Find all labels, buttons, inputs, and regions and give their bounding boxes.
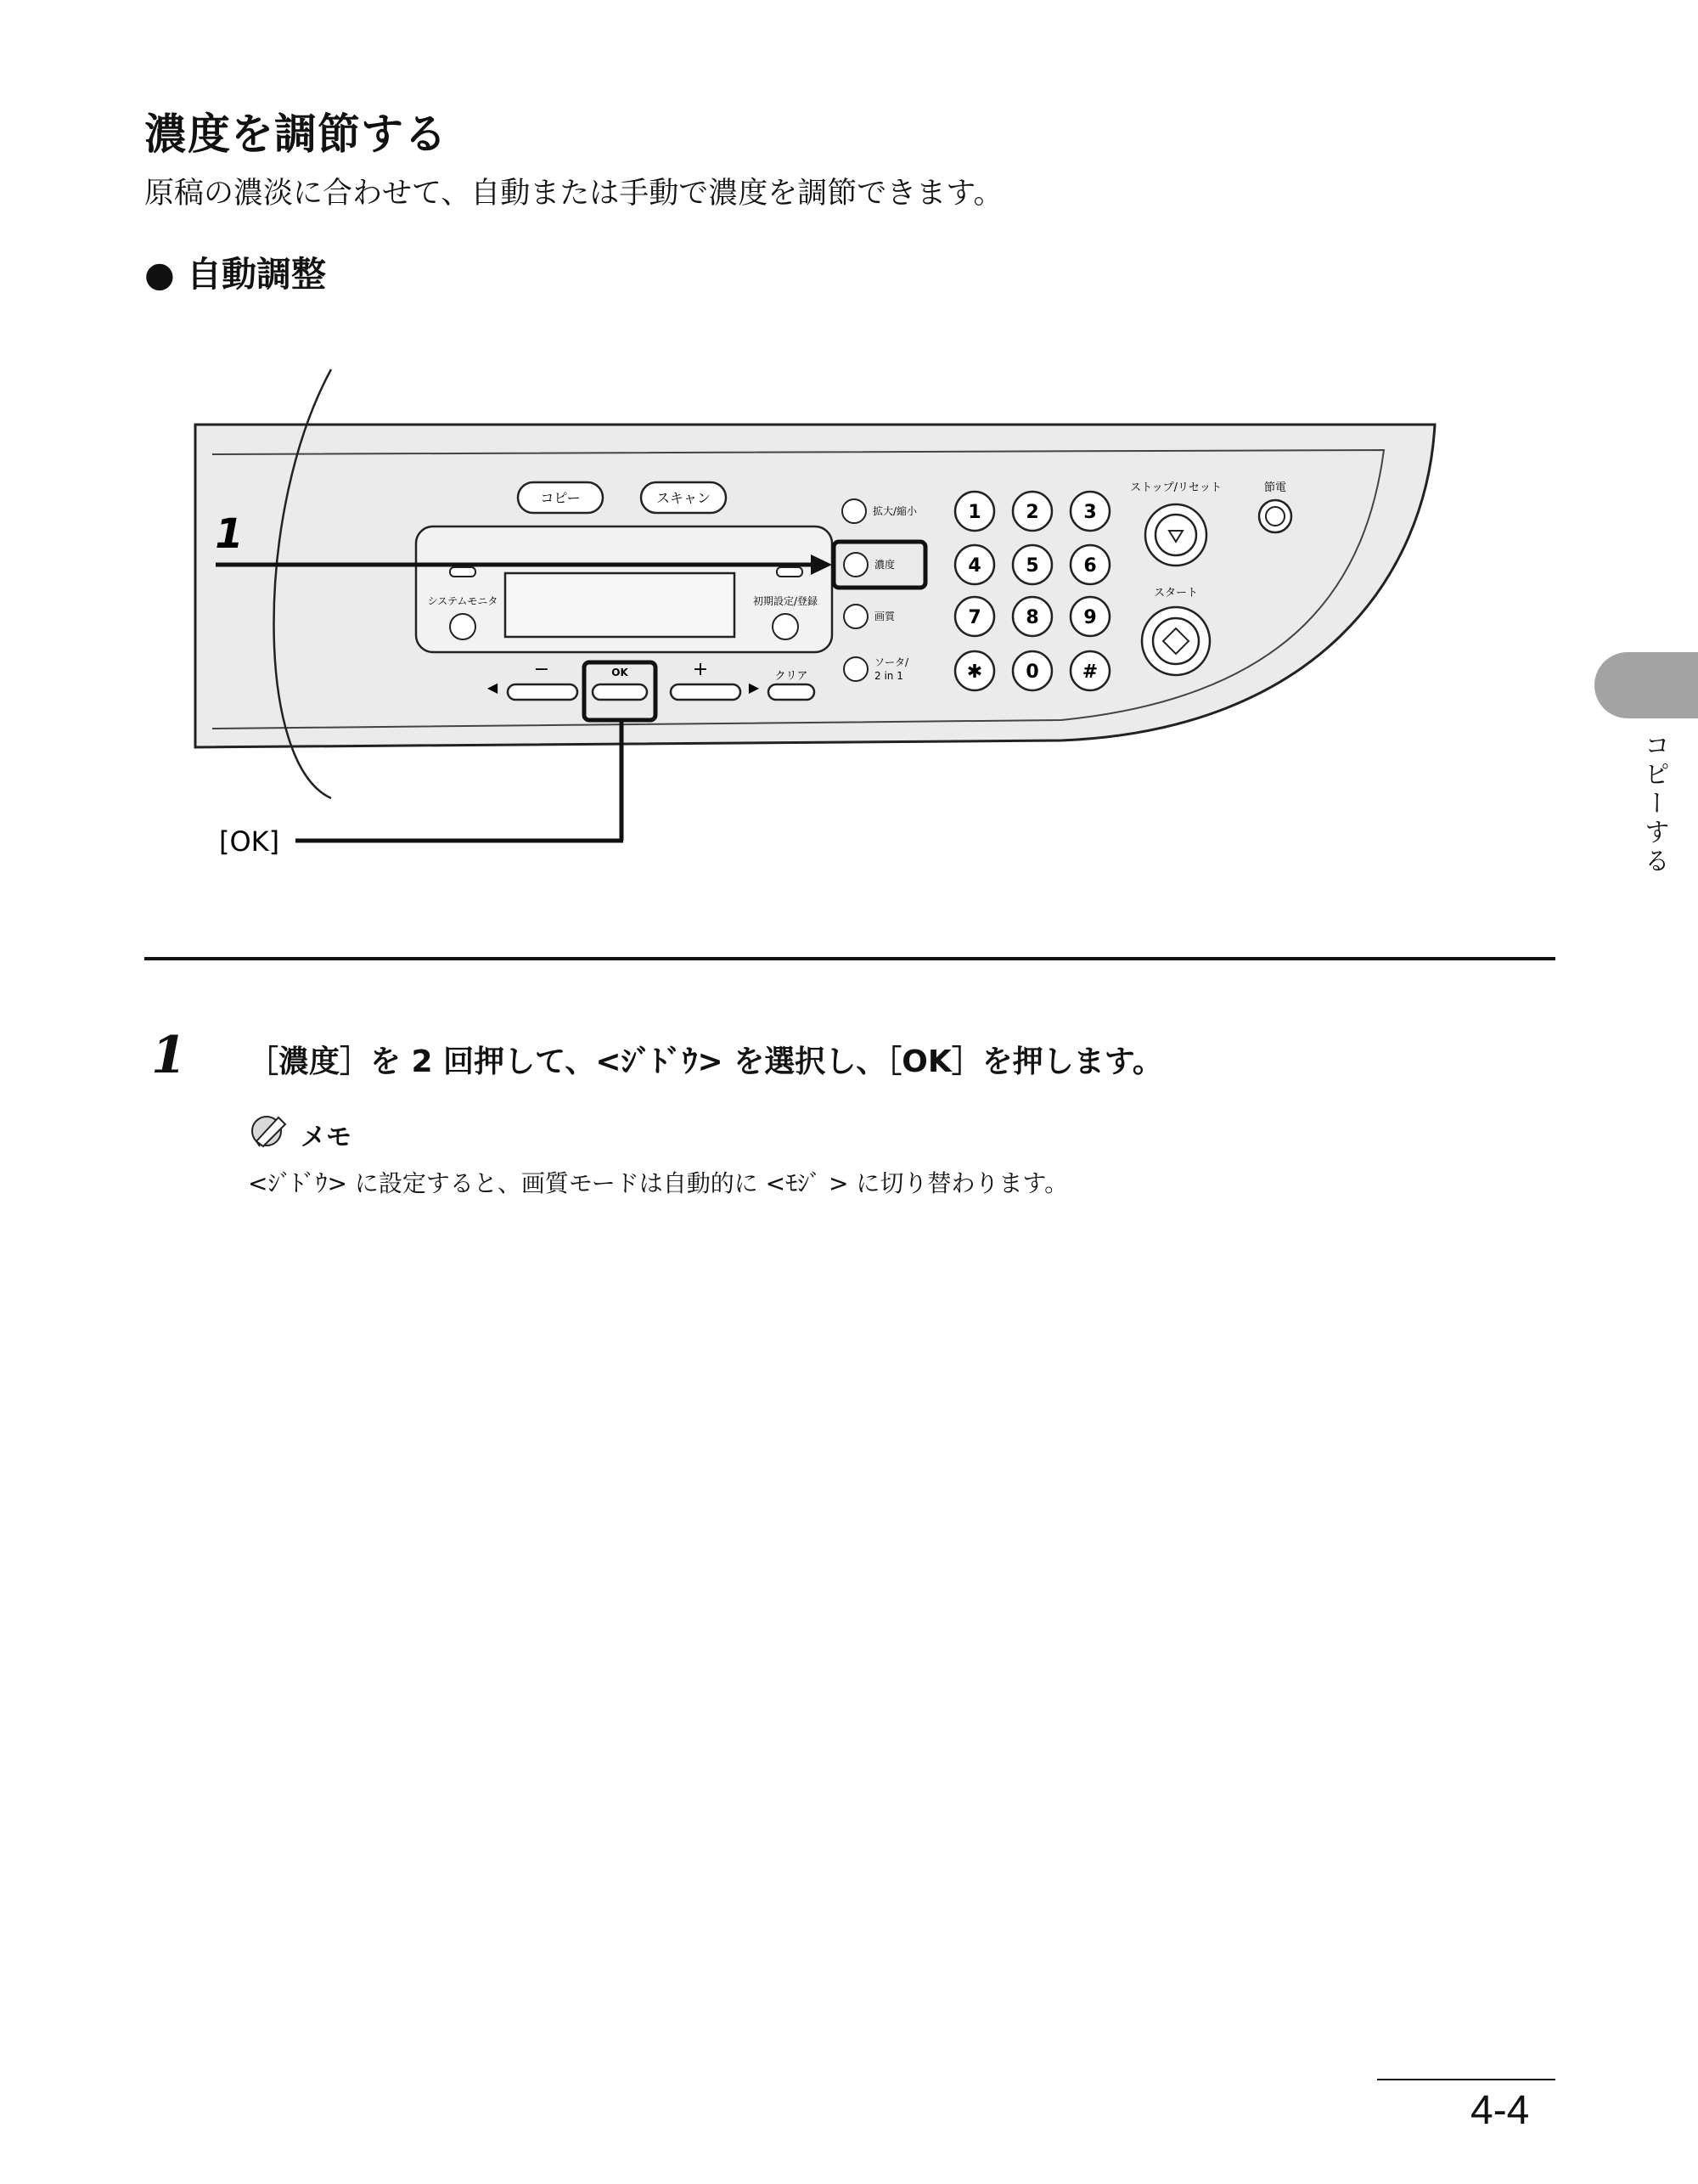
- keypad-key-label: 8: [1026, 607, 1039, 628]
- density-button[interactable]: [844, 553, 868, 577]
- memo-label: メモ: [301, 1123, 351, 1152]
- sorter-label-line1: ソータ/: [874, 656, 909, 668]
- sorter-2in1-button[interactable]: [844, 657, 868, 681]
- ok-label: OK: [611, 667, 628, 678]
- ok-button[interactable]: [593, 684, 647, 700]
- clear-label: クリア: [774, 670, 808, 683]
- settings-register-label: 初期設定/登録: [752, 595, 818, 607]
- keypad-key-label: 4: [968, 555, 981, 577]
- chapter-label: コピーする: [1639, 732, 1669, 876]
- sorter-label-line2: 2 in 1: [874, 670, 903, 682]
- memo-pencil-icon: [248, 1112, 290, 1148]
- start-label: スタート: [1153, 587, 1199, 599]
- control-panel-diagram: [127, 357, 1452, 883]
- energy-saver-button[interactable]: [1259, 500, 1291, 532]
- energy-saver-label: 節電: [1263, 481, 1287, 494]
- callout-step-number: 1: [215, 510, 244, 558]
- enlarge-reduce-button[interactable]: [842, 499, 866, 523]
- footer-rule: [1377, 2079, 1555, 2080]
- subheading-auto-adjust: ● 自動調整: [144, 254, 327, 295]
- step-instruction: ［濃度］を 2 回押して、<ｼﾞﾄﾞｳ> を選択し、［OK］を押します。: [248, 1044, 1163, 1079]
- page-title: 濃度を調節する: [144, 110, 447, 159]
- plus-label: +: [692, 659, 709, 680]
- copy-button-label: コピー: [540, 490, 581, 506]
- memo-text: <ｼﾞﾄﾞｳ> に設定すると、画質モードは自動的に <ﾓｼﾞ > に切り替わります。: [248, 1169, 1069, 1197]
- left-arrow-icon: ◀: [486, 679, 498, 695]
- keypad-key-label: 7: [968, 607, 981, 628]
- keypad-key-label: 9: [1083, 607, 1097, 628]
- system-monitor-button[interactable]: [450, 614, 475, 639]
- intro-text: 原稿の濃淡に合わせて、自動または手動で濃度を調節できます。: [144, 177, 1004, 211]
- image-quality-label: 画質: [874, 611, 896, 622]
- keypad-key-label: 2: [1026, 502, 1039, 523]
- ok-callout-label: [OK]: [219, 825, 280, 858]
- keypad-key-label: #: [1082, 661, 1099, 683]
- keypad-key-label: ✱: [966, 661, 983, 683]
- right-arrow-icon: ▶: [748, 679, 760, 695]
- step-number: 1: [151, 1026, 187, 1085]
- keypad-key-label: 6: [1083, 555, 1097, 577]
- keypad-key-label: 5: [1026, 555, 1039, 577]
- stop-icon: [1155, 515, 1196, 555]
- clear-button[interactable]: [768, 684, 814, 700]
- image-quality-button[interactable]: [844, 605, 868, 628]
- density-label: 濃度: [874, 559, 896, 571]
- system-monitor-label: システムモニタ: [427, 595, 498, 607]
- scan-button-label: スキャン: [655, 490, 711, 506]
- section-divider: [144, 957, 1555, 960]
- plus-button[interactable]: [671, 684, 740, 700]
- enlarge-reduce-label: 拡大/縮小: [873, 505, 918, 517]
- keypad-key-label: 1: [968, 502, 981, 523]
- keypad-key-label: 0: [1026, 661, 1039, 683]
- start-icon: [1153, 618, 1199, 664]
- minus-label: −: [533, 659, 550, 680]
- page-number: 4-4: [1470, 2088, 1530, 2133]
- keypad-key-label: 3: [1083, 502, 1097, 523]
- minus-button[interactable]: [508, 684, 577, 700]
- settings-register-button[interactable]: [773, 614, 798, 639]
- chapter-tab: [1594, 652, 1698, 718]
- stop-reset-label: ストップ/リセット: [1130, 481, 1222, 494]
